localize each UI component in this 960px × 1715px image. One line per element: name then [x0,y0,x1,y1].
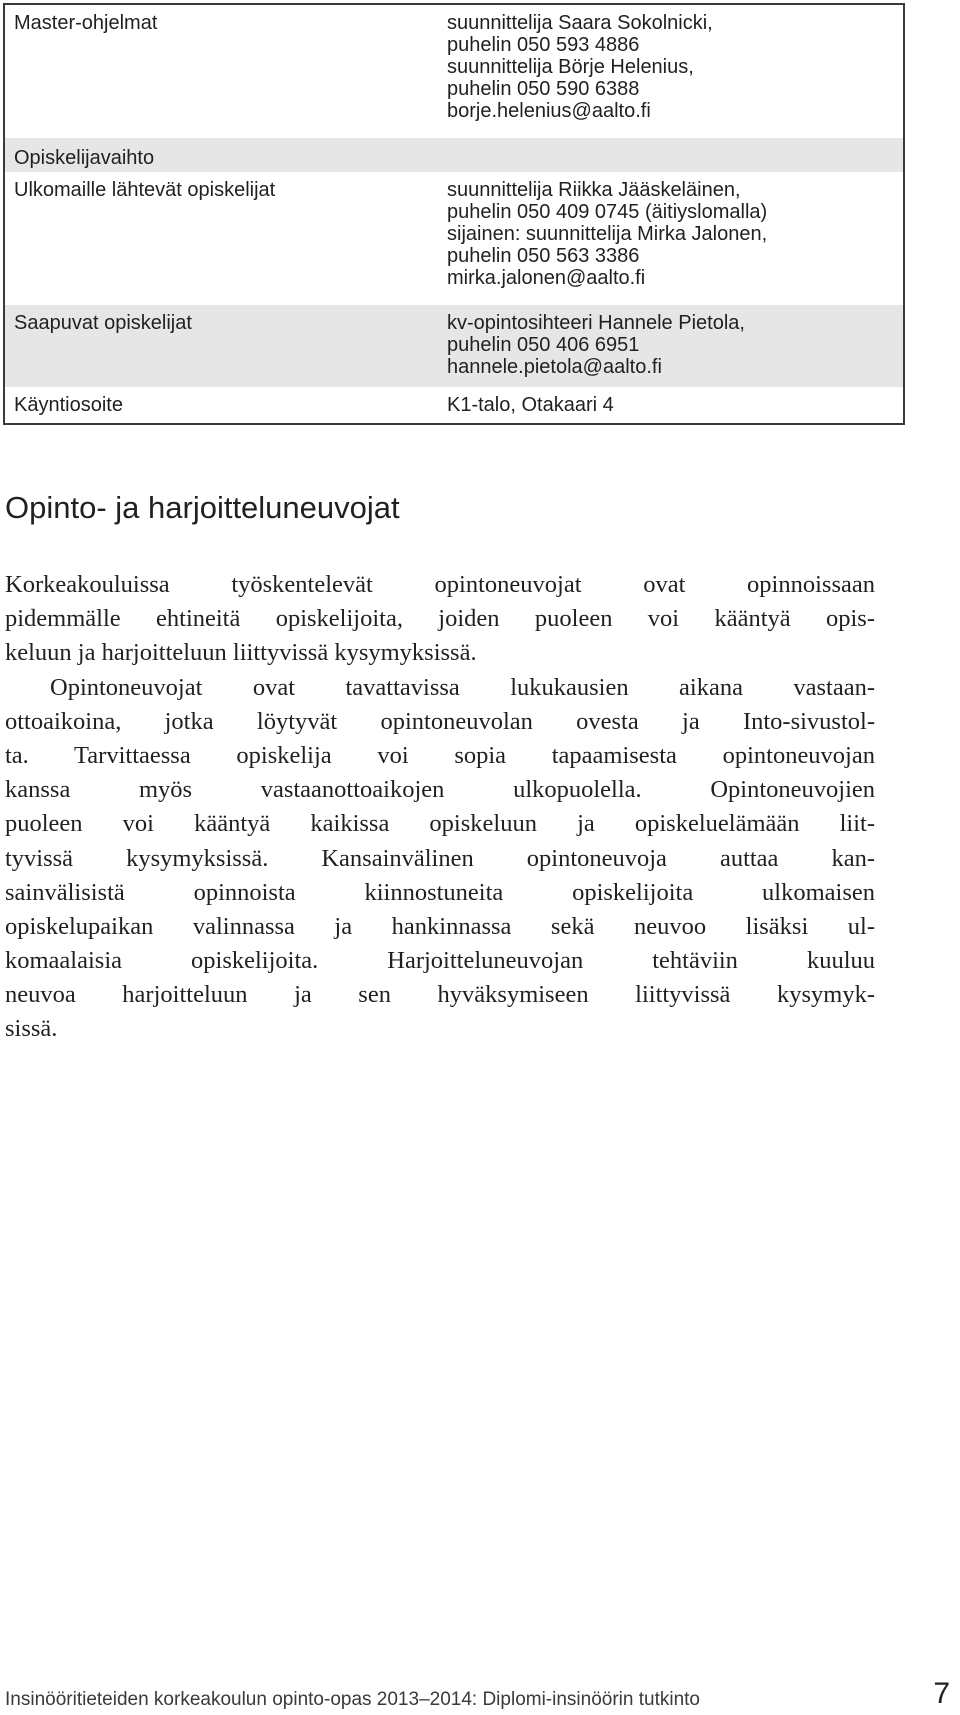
contact-label-master: Master-ohjelmat [14,12,158,34]
contact-line: sijainen: suunnittelija Mirka Jalonen, [447,223,768,245]
exchange-heading: Opiskelijavaihto [14,147,155,169]
text-line: komaalaisia opiskelijoita. Harjoitteluneuvojan tehtäviin kuuluu [5,947,875,975]
contact-email: borje.helenius@aalto.fi [447,100,651,122]
body-paragraphs [5,568,875,1047]
contact-line: puhelin 050 593 4886 [447,34,640,56]
contact-table [3,3,905,425]
text-line: pidemmälle ehtineitä opiskelijoita, joiden puoleen voi kääntyä opis- [5,605,875,633]
text-line: tyvissä kysymyksissä. Kansainvälinen opintoneuvoja auttaa kan- [5,844,875,872]
contact-line: puhelin 050 563 3386 [447,245,640,267]
contact-line: puhelin 050 590 6388 [447,78,640,100]
section-heading: Opinto- ja harjoitteluneuvojat [5,490,400,525]
contact-line: suunnittelija Börje Helenius, [447,56,694,78]
contact-line: suunnittelija Riikka Jääskeläinen, [447,179,741,201]
footer-title: Insinööritieteiden korkeakoulun opinto-opas 2013–2014: Diplomi-insinöörin tutkinto [5,1689,700,1710]
text-line: kanssa myös vastaanottoaikojen ulkopuolella. Opintoneuvojien [5,776,875,804]
contact-row-incoming [5,305,903,387]
contact-value-outgoing [443,172,903,305]
contact-row-visiting [5,387,903,423]
contact-label-outgoing: Ulkomaille lähtevät opiskelijat [14,179,276,201]
text-line: puoleen voi kääntyä kaikissa opiskeluun ja opiskeluelämään liit- [5,810,875,838]
text-line: sissä. [5,1015,58,1043]
contact-label-visiting: Käyntiosoite [14,394,123,416]
contact-row-master [5,5,903,138]
contact-label-incoming: Saapuvat opiskelijat [14,312,192,334]
contact-row-exchange-heading [5,138,903,172]
contact-row-outgoing [5,172,903,305]
text-line: Opintoneuvojat ovat tavattavissa lukukausien aikana vastaan- [50,673,875,701]
contact-email: mirka.jalonen@aalto.fi [447,267,646,289]
contact-line: kv-opintosihteeri Hannele Pietola, [447,312,745,334]
text-line: ta. Tarvittaessa opiskelija voi sopia tapaamisesta opintoneuvojan [5,741,875,769]
contact-line: suunnittelija Saara Sokolnicki, [447,12,713,34]
text-line: opiskelupaikan valinnassa ja hankinnassa sekä neuvoo lisäksi ul- [5,912,875,940]
text-line: Korkeakouluissa työskentelevät opintoneuvojat ovat opinnoissaan [5,571,875,598]
contact-value-incoming [443,305,903,387]
contact-line: puhelin 050 406 6951 [447,334,640,356]
text-line: neuvoa harjoitteluun ja sen hyväksymiseen liittyvissä kysymyk- [5,981,875,1009]
exchange-heading-empty [443,138,903,172]
text-line: keluun ja harjoitteluun liittyvissä kysymyksissä. [5,639,477,667]
contact-value-master [443,5,903,138]
contact-line: puhelin 050 409 0745 (äitiyslomalla) [447,201,768,223]
contact-value-visiting: K1-talo, Otakaari 4 [447,394,614,416]
contact-email: hannele.pietola@aalto.fi [447,356,662,378]
page-number: 7 [933,1677,950,1710]
text-line: sainvälisistä opinnoista kiinnostuneita opiskelijoita ulkomaisen [5,878,875,906]
text-line: ottoaikoina, jotka löytyvät opintoneuvolan ovesta ja Into-sivustol- [5,707,875,735]
